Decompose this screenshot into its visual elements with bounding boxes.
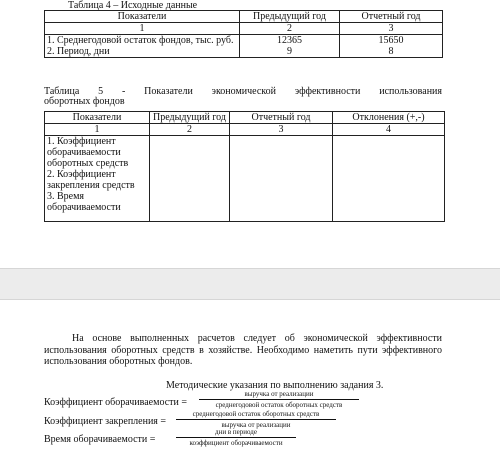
fraction-numerator: выручка от реализации xyxy=(199,390,359,400)
fraction-denominator: выручка от реализации xyxy=(221,421,291,429)
method-title: Методические указания по выполнению задания 3. xyxy=(166,380,384,391)
table-number-row xyxy=(45,23,443,35)
value: 8 xyxy=(388,46,394,57)
formula-label-time: Время оборачиваемости = xyxy=(44,434,156,445)
row-label: 2. Период, дни xyxy=(47,46,110,57)
table-cell-empty xyxy=(230,136,333,222)
formula-label-turnover: Коэффициент оборачиваемости = xyxy=(44,397,187,408)
table-header-row xyxy=(45,112,445,124)
fraction-denominator: коэффициент оборачиваемости xyxy=(189,439,283,447)
table-header-cell: Предыдущий год xyxy=(240,11,340,23)
table-cell-prev xyxy=(240,35,340,58)
table5 xyxy=(44,111,445,222)
table-header-cell: Отклонения (+,-) xyxy=(333,112,445,124)
table-number-cell: 2 xyxy=(240,23,340,35)
value: 12365 xyxy=(277,35,302,46)
fraction-numerator: дни в периоде xyxy=(176,428,296,438)
table4 xyxy=(44,10,443,58)
table-header-cell: Отчетный год xyxy=(340,11,443,23)
document-page-1 xyxy=(16,0,486,268)
table-header-cell: Отчетный год xyxy=(230,112,333,124)
table-cell-curr xyxy=(340,35,443,58)
paragraph-text: На основе выполненных расчетов следует об экономической эффективности использования оборотных средств в хозяйстве. Необходимо наметить пути эффективного использования оборотных фондов. xyxy=(44,333,442,367)
table5-caption-cont: оборотных фондов xyxy=(44,96,125,107)
table-number-cell: 3 xyxy=(230,124,333,136)
document-page-2 xyxy=(16,300,486,459)
fraction-denominator: среднегодовой остаток оборотных средств xyxy=(215,401,343,409)
table-header-cell: Показатели xyxy=(45,112,150,124)
value: 9 xyxy=(287,46,292,57)
row-label: 3. Время оборачиваемости xyxy=(47,191,121,213)
table-number-cell: 3 xyxy=(340,23,443,35)
value: 15650 xyxy=(378,35,404,46)
table-row xyxy=(45,35,443,58)
table-header-row xyxy=(45,11,443,23)
table-number-cell: 1 xyxy=(45,23,240,35)
row-label: 1. Коэффициент оборачиваемости оборотных средств xyxy=(47,136,129,169)
table-cell-indicators xyxy=(45,35,240,58)
fraction-numerator: среднегодовой остаток оборотных средств xyxy=(176,410,336,420)
table-header-cell: Показатели xyxy=(45,11,240,23)
table-number-cell: 4 xyxy=(333,124,445,136)
row-label: 2. Коэффициент закрепления средств xyxy=(47,169,135,191)
table4-caption: Таблица 4 – Исходные данные xyxy=(68,0,198,11)
table-cell-empty xyxy=(150,136,230,222)
formula-label-fixation: Коэффициент закрепления = xyxy=(44,416,167,427)
formula-fraction-fixation xyxy=(176,410,336,429)
table-number-cell: 2 xyxy=(150,124,230,136)
row-label: 1. Среднегодовой остаток фондов, тыс. руб. xyxy=(47,35,234,46)
formula-fraction-turnover xyxy=(199,390,359,409)
table-number-cell: 1 xyxy=(45,124,150,136)
table-cell-empty xyxy=(333,136,445,222)
table-header-cell: Предыдущий год xyxy=(150,112,230,124)
table-number-row xyxy=(45,124,445,136)
formula-fraction-time xyxy=(176,428,296,447)
table5-caption: Таблица 5 - Показатели экономической эффективности использования xyxy=(44,86,442,97)
table-row xyxy=(45,136,445,222)
conclusion-paragraph xyxy=(44,333,442,368)
page-separator xyxy=(0,268,500,300)
table-cell-indicators xyxy=(45,136,150,222)
